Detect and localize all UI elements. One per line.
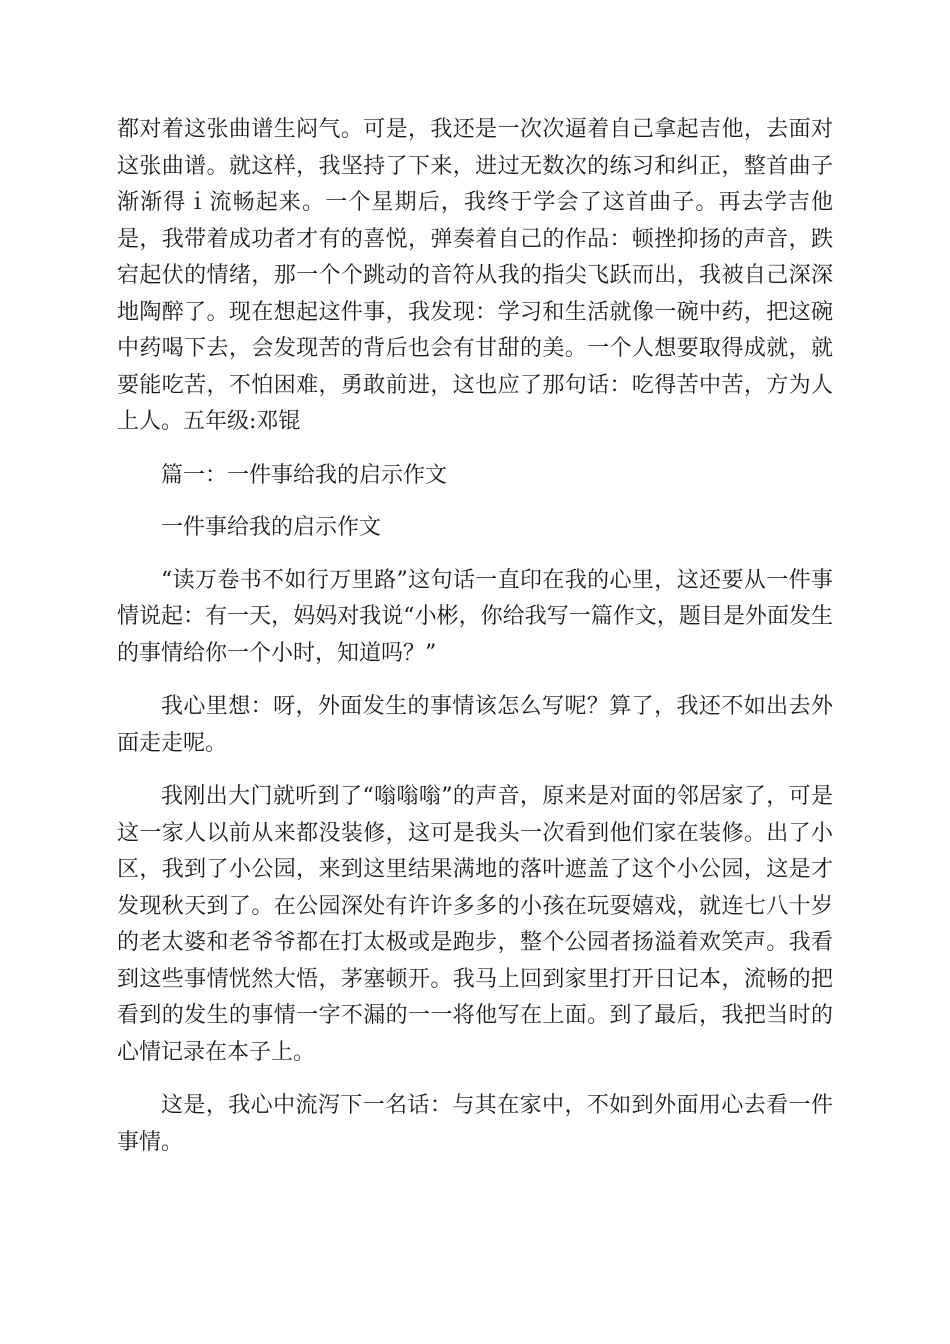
section-heading: 篇一：一件事给我的启示作文 [161, 462, 448, 488]
document-body [117, 112, 833, 1178]
paragraph-thought: 我心里想：呀，外面发生的事情该怎么写呢？算了，我还不如出去外面走走呢。 [117, 694, 833, 756]
paragraph-conclusion: 这是，我心中流泻下一名话：与其在家中，不如到外面用心去看一件事情。 [117, 1093, 833, 1155]
paragraph-opening: “读万卷书不如行万里路”这句话一直印在我的心里，这还要从一件事情说起：有一天，妈妈对我说“小彬，你给我写一篇作文，题目是外面发生的事情给你一个小时，知道吗？” [117, 567, 833, 666]
essay-title: 一件事给我的启示作文 [161, 515, 382, 540]
paragraph-continuation: 都对着这张曲谱生闷气。可是，我还是一次次逼着自己拿起吉他，去面对这张曲谱。就这样，我坚持了下来，进过无数次的练习和纠正，整首曲子渐渐得ｉ流畅起来。一个星期后，我终于学会了这首曲子。再去学吉他是，我带着成功者才有的喜悦，弹奏着自己的作品：顿挫抑扬的声音，跌宕起伏的情绪，那一个个跳动的音符从我的指尖飞跃而出，我被自己深深地陶醉了。现在想起这件事，我发现：学习和生活就像一碗中药，把这碗中药喝下去，会发现苦的背后也会有甘甜的美。一个人想要取得成就，就要能吃苦，不怕困难，勇敢前进，这也应了那句话：吃得苦中苦，方为人上人。五年级:邓锟 [117, 117, 833, 434]
paragraph-observation: 我刚出大门就听到了“嗡嗡嗡”的声音，原来是对面的邻居家了，可是这一家人以前从来都没装修，这可是我头一次看到他们家在装修。出了小区，我到了小公园，来到这里结果满地的落叶遮盖了这个小公园，这是才发现秋天到了。在公园深处有许许多多的小孩在玩耍嬉戏，就连七八十岁的老太婆和老爷爷都在打太极或是跑步，整个公园者扬溢着欢笑声。我看到这些事情恍然大悟，茅塞顿开。我马上回到家里打开日记本，流畅的把看到的发生的事情一字不漏的一一将他写在上面。到了最后，我把当时的心情记录在本子上。 [117, 784, 833, 1065]
